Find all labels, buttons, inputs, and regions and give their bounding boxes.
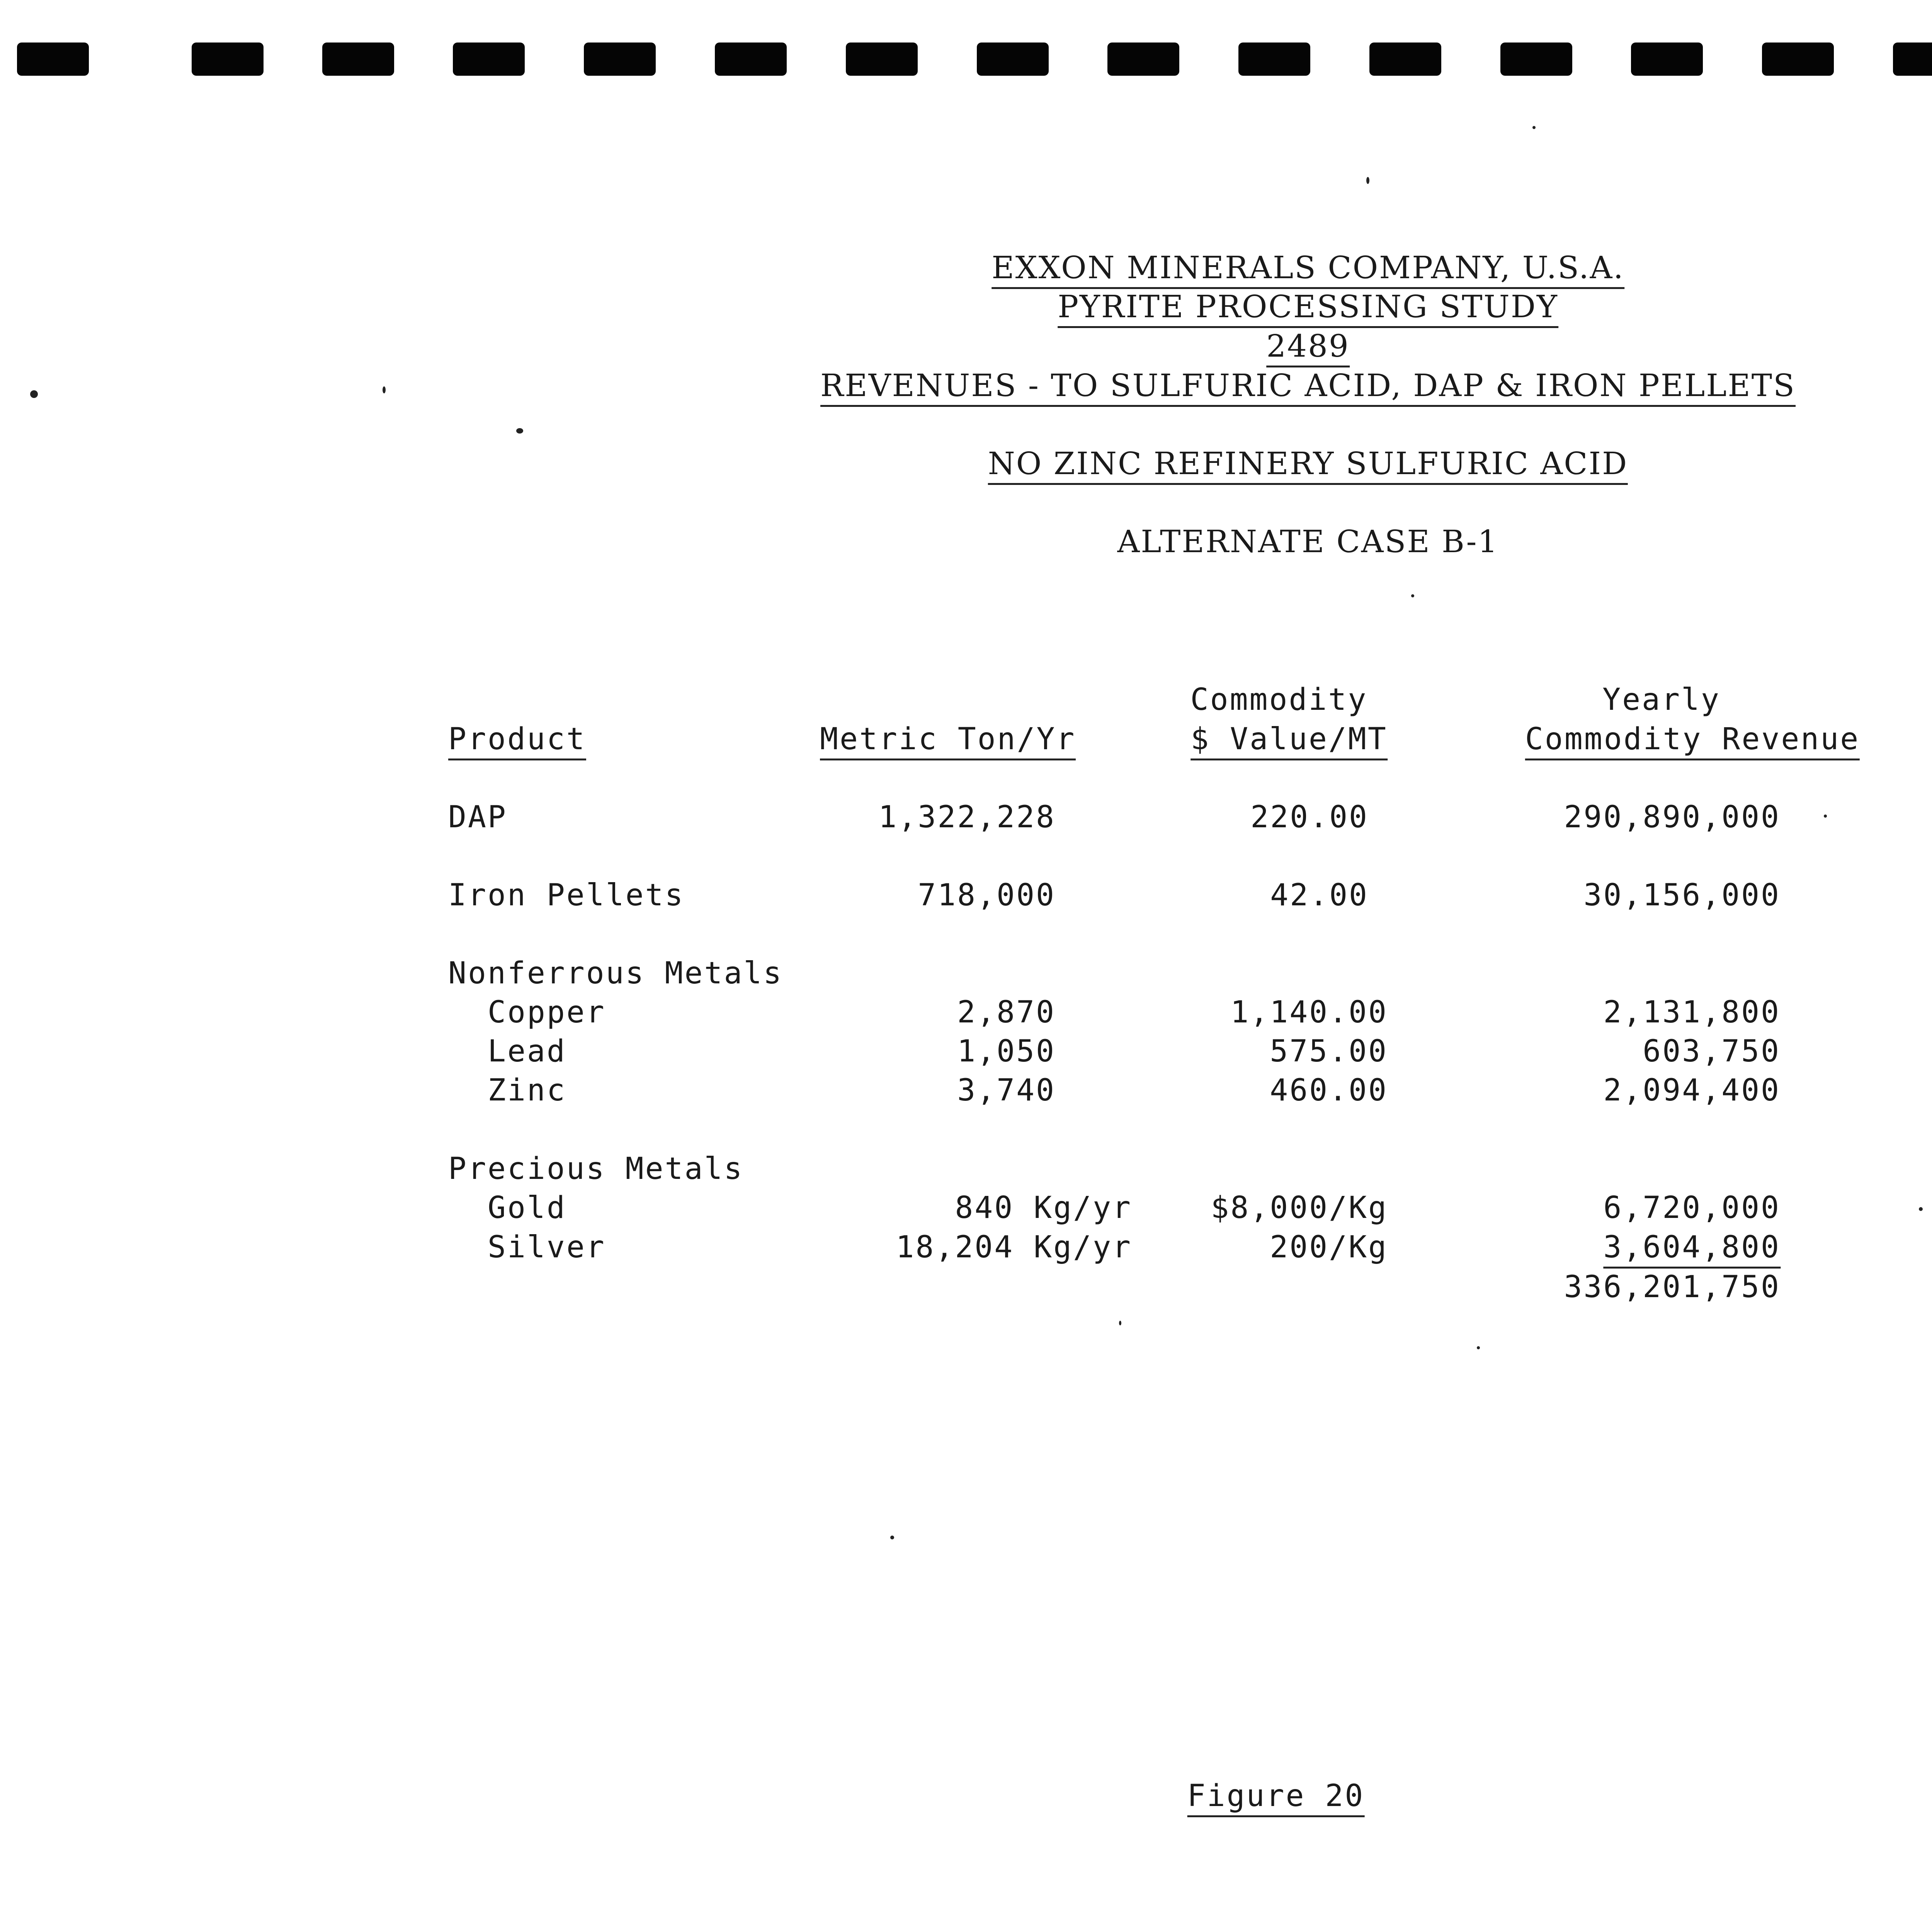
cell-value-gold: $8,000/Kg	[1211, 1190, 1388, 1225]
cell-value-lead: 575.00	[1270, 1034, 1388, 1069]
scan-speck	[1411, 594, 1414, 597]
scan-speck	[1532, 126, 1536, 129]
perforation-hole	[322, 43, 394, 76]
cell-revenue-silver: 3,604,800	[1603, 1229, 1781, 1269]
figure-caption: Figure 20	[1187, 1777, 1365, 1817]
cell-product-gold: Gold	[488, 1190, 566, 1225]
cell-product-iron-pellets: Iron Pellets	[448, 878, 685, 913]
cell-qty-iron-pellets: 718,000	[918, 878, 1056, 913]
scan-speck	[1919, 1207, 1923, 1211]
perforation-hole	[453, 43, 525, 76]
column-header-metric-ton: Metric Ton/Yr	[820, 721, 1076, 760]
perforation-hole	[584, 43, 656, 76]
cell-value-zinc: 460.00	[1270, 1073, 1388, 1108]
cell-value-silver: 200/Kg	[1270, 1230, 1388, 1265]
scan-speck	[1824, 815, 1827, 818]
cell-product-dap: DAP	[448, 800, 507, 835]
group-label-precious: Precious Metals	[448, 1151, 744, 1186]
perforation-hole	[1107, 43, 1179, 76]
column-header-product: Product	[448, 721, 586, 760]
study-number: 2489	[1266, 328, 1350, 367]
cell-revenue-iron-pellets: 30,156,000	[1583, 878, 1781, 913]
group-label-nonferrous: Nonferrous Metals	[448, 956, 783, 991]
perforation-hole	[1500, 43, 1572, 76]
column-header-revenue-bottom: Commodity Revenue	[1525, 721, 1860, 760]
column-header-value-top: Commodity	[1190, 682, 1368, 717]
cell-revenue-zinc: 2,094,400	[1603, 1073, 1781, 1108]
perforation-hole	[1238, 43, 1310, 76]
company-title: EXXON MINERALS COMPANY, U.S.A.	[992, 249, 1624, 289]
scan-speck	[516, 428, 523, 434]
perforation-hole	[1893, 43, 1932, 76]
cell-value-dap: 220.00	[1250, 800, 1369, 835]
column-header-value-bottom: $ Value/MT	[1190, 721, 1388, 760]
scan-speck	[30, 390, 38, 398]
report-condition: NO ZINC REFINERY SULFURIC ACID	[988, 445, 1628, 485]
scan-speck	[383, 386, 386, 393]
cell-qty-dap: 1,322,228	[878, 800, 1056, 835]
scan-speck	[1366, 177, 1369, 184]
perforation-hole	[17, 43, 89, 76]
cell-revenue-lead: 603,750	[1643, 1034, 1781, 1069]
cell-product-lead: Lead	[488, 1034, 566, 1069]
perforation-hole	[846, 43, 918, 76]
cell-revenue-total: 336,201,750	[1564, 1270, 1781, 1304]
cell-value-iron-pellets: 42.00	[1270, 878, 1369, 913]
column-header-revenue-top: Yearly	[1602, 682, 1721, 717]
perforation-strip	[0, 0, 1932, 116]
cell-qty-lead: 1,050	[957, 1034, 1056, 1069]
cell-revenue-dap: 290,890,000	[1564, 800, 1781, 835]
cell-product-zinc: Zinc	[488, 1073, 566, 1108]
perforation-hole	[1369, 43, 1441, 76]
case-label: ALTERNATE CASE B-1	[1117, 524, 1499, 560]
report-subject: REVENUES - TO SULFURIC ACID, DAP & IRON PELLETS	[820, 367, 1796, 407]
perforation-hole	[1762, 43, 1834, 76]
perforation-hole	[192, 43, 264, 76]
cell-product-silver: Silver	[488, 1230, 606, 1265]
cell-product-copper: Copper	[488, 995, 606, 1030]
scan-speck	[1477, 1346, 1480, 1349]
cell-qty-zinc: 3,740	[957, 1073, 1056, 1108]
scan-speck	[1119, 1321, 1121, 1325]
cell-revenue-copper: 2,131,800	[1603, 995, 1781, 1030]
cell-qty-gold: 840 Kg/yr	[955, 1190, 1132, 1225]
scan-speck	[890, 1536, 894, 1539]
perforation-hole	[715, 43, 787, 76]
cell-value-copper: 1,140.00	[1230, 995, 1388, 1030]
cell-qty-silver: 18,204 Kg/yr	[896, 1230, 1132, 1265]
perforation-hole	[977, 43, 1049, 76]
cell-qty-copper: 2,870	[957, 995, 1056, 1030]
cell-revenue-gold: 6,720,000	[1603, 1190, 1781, 1225]
study-title: PYRITE PROCESSING STUDY	[1058, 288, 1558, 328]
perforation-hole	[1631, 43, 1703, 76]
